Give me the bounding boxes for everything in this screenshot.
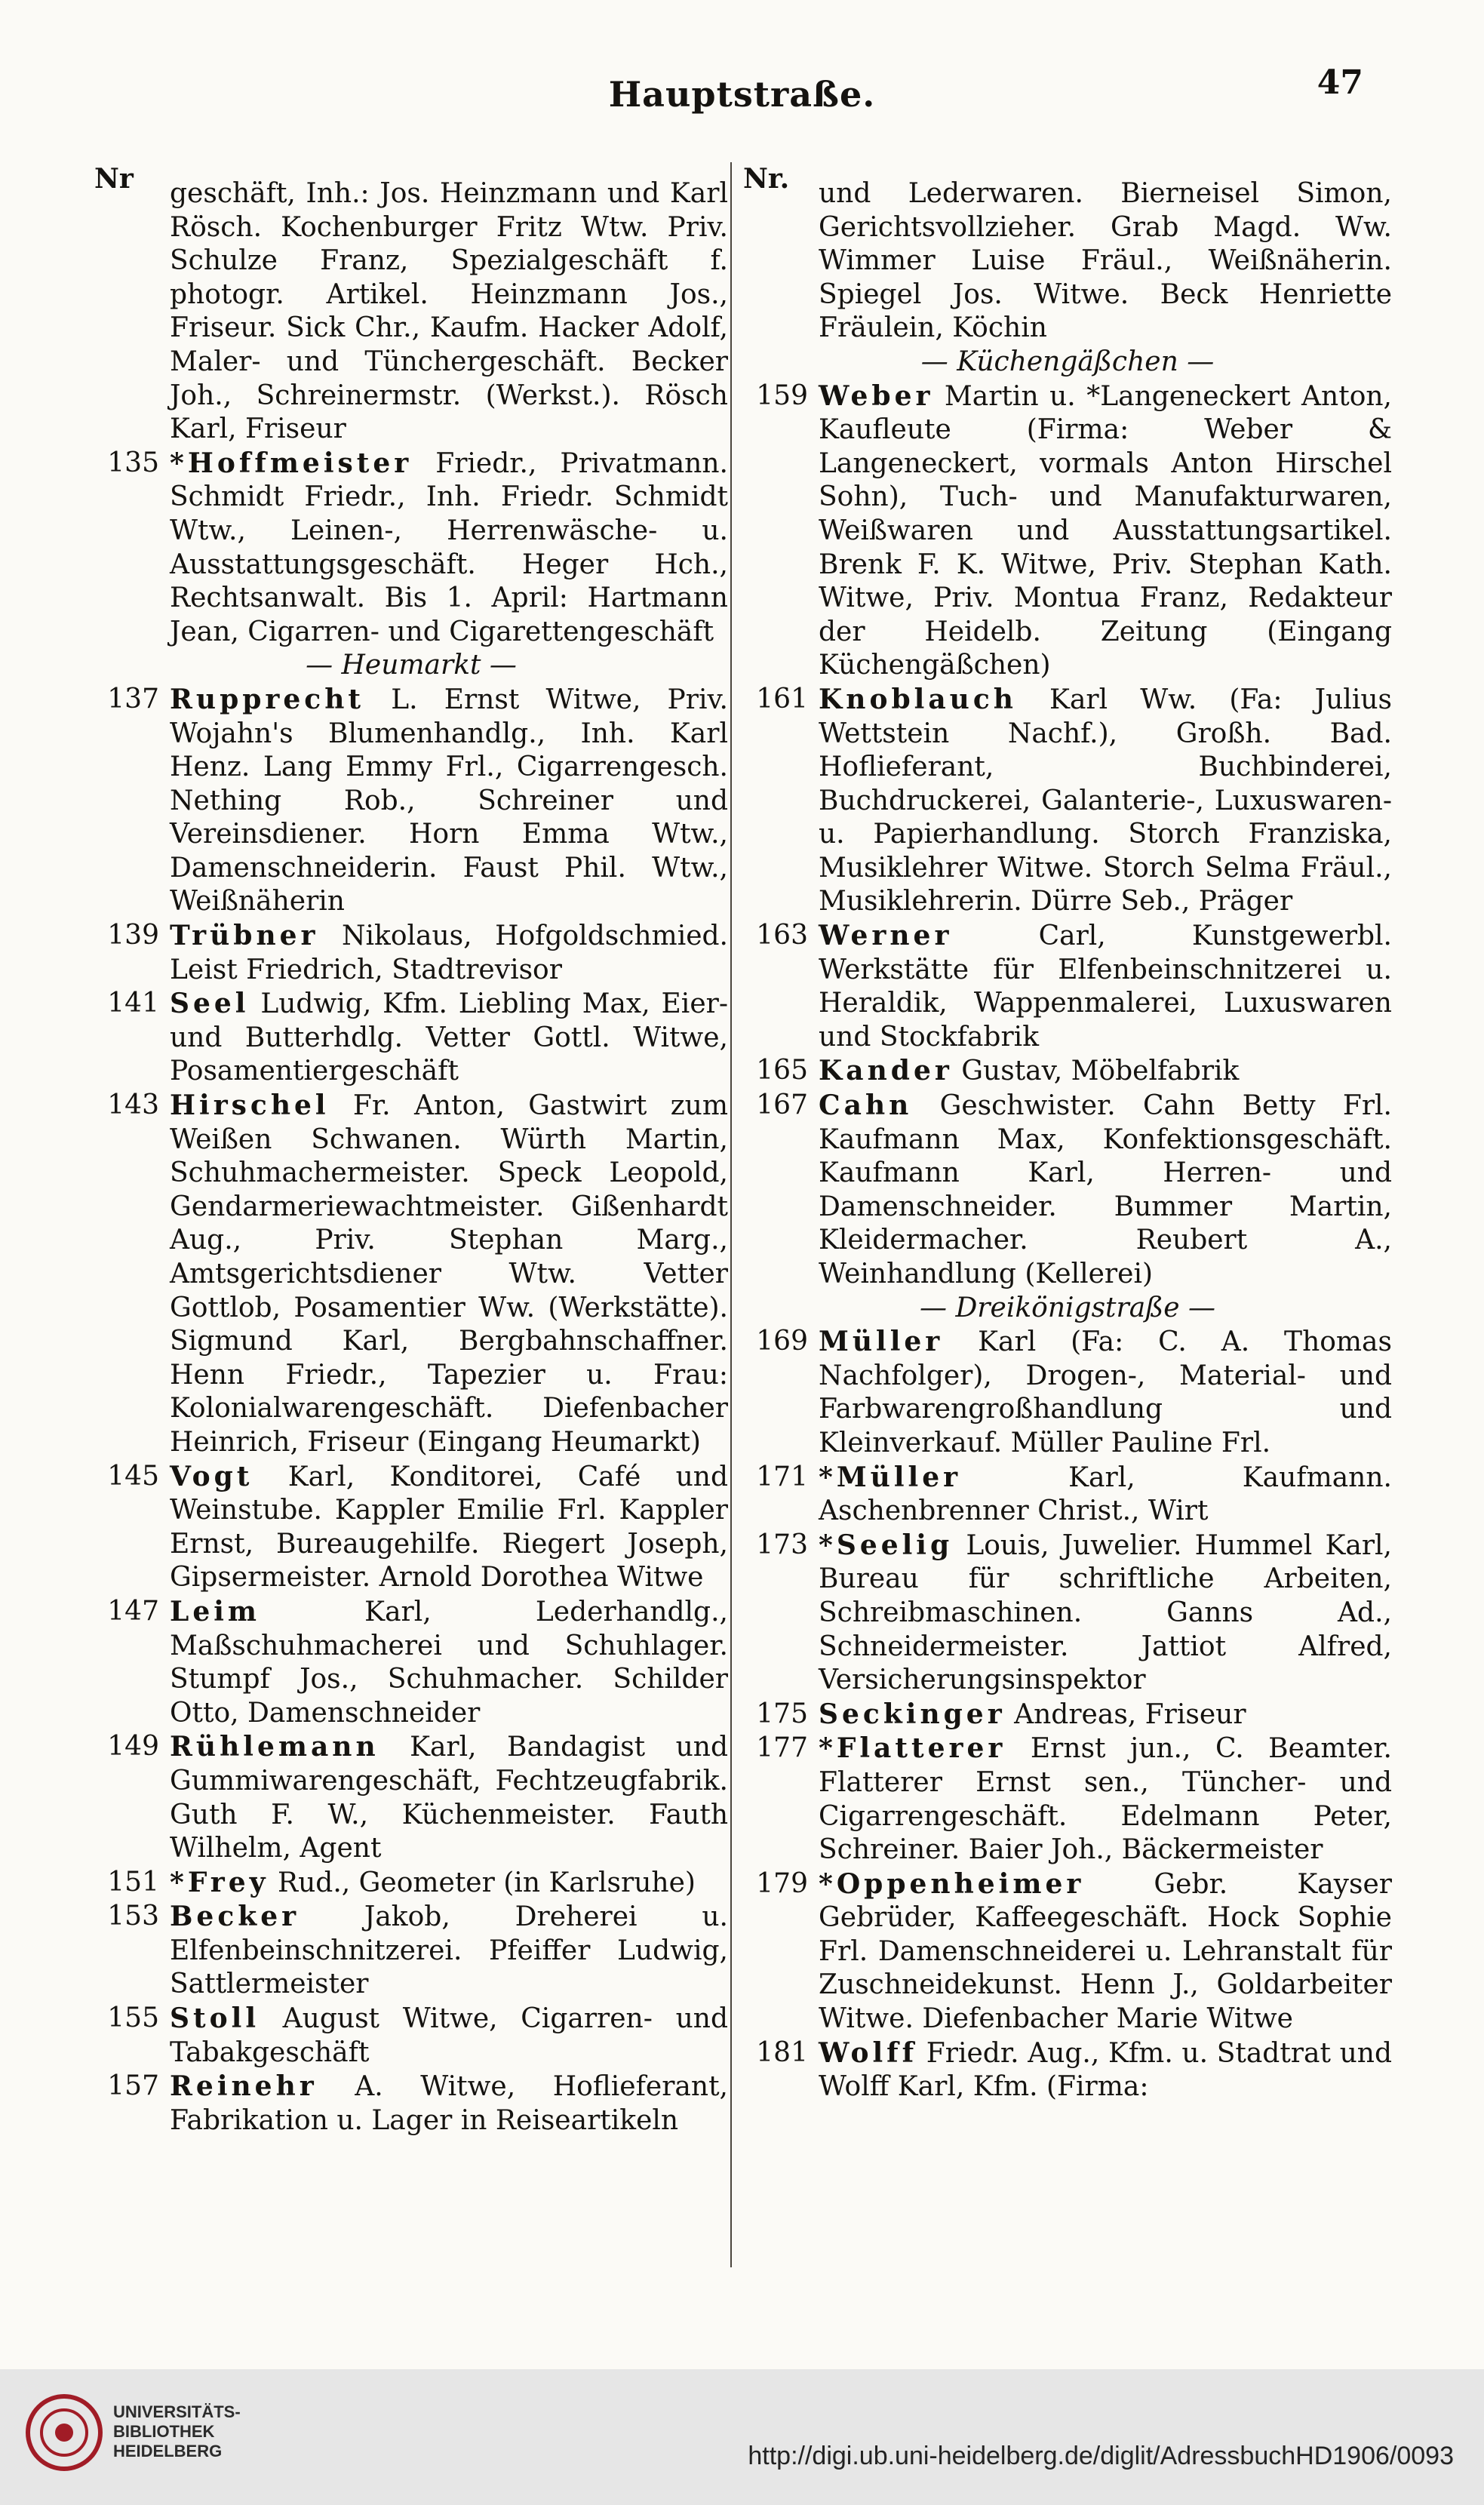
owner-name: Trübner <box>170 920 319 952</box>
entry-body: Jakob, Dreherei u. Elfenbeinschnitzerei. Pfeiffer Ludwig, Sattlermeister <box>170 1901 728 2000</box>
entry-body: Martin u. *Langeneckert Anton, Kaufleute (Firma: Weber & Langeneckert, vormals Anton Hirschel Sohn), Tuch- und Manufakturwaren, Weißwaren und Ausstattungsartikel. Brenk F. K. Witwe, Priv. Stephan Kath. Witwe, Priv. Montua Franz, Redakteur der Heidelb. Zeitung (Eingang Küchengäßchen) <box>819 380 1392 681</box>
house-number: 143 <box>107 1090 159 1121</box>
library-name-line: UNIVERSITÄTS- <box>113 2402 241 2421</box>
address-entry <box>94 1900 728 2002</box>
owner-name: *Hoffmeister <box>170 447 413 479</box>
owner-name: Seckinger <box>819 1698 1006 1730</box>
owner-name: Müller <box>819 1326 944 1358</box>
entry-body: Fr. Anton, Gastwirt zum Weißen Schwanen. Würth Martin, Schuhmachermeister. Speck Leopold, Gendarmeriewachtmeister. Gißenhardt Aug., Priv. Stephan Marg., Amtsgerichtsdiener Wtw. Vetter Gottlob, Posamentier Ww. (Werkstätte). Sigmund Karl, Bergbahnschaffner. Henn Friedr., Tapezier u. Frau: Kolonialwarengeschäft. Diefenbacher Heinrich, Friseur (Eingang Heumarkt) <box>170 1090 728 1458</box>
address-entry <box>94 1866 728 1901</box>
house-number: 179 <box>756 1867 808 1899</box>
house-number: 181 <box>756 2036 808 2068</box>
owner-name: Cahn <box>819 1090 913 1122</box>
library-logo-icon <box>23 2387 106 2478</box>
address-entry <box>743 2036 1392 2104</box>
owner-name: Reinehr <box>170 2070 318 2103</box>
owner-name: *Müller <box>819 1461 962 1493</box>
address-entry <box>743 683 1392 919</box>
entry-body: Karl, Kaufmann. Aschenbrenner Christ., Wirt <box>819 1462 1392 1527</box>
house-number: 147 <box>107 1595 159 1627</box>
entry-body: Geschwister. Cahn Betty Frl. Kaufmann Max, Konfektionsgeschäft. Kaufmann Karl, Herren- und Damenschneider. Bummer Martin, Kleidermacher. Reubert A., Weinhandlung (Kellerei) <box>819 1090 1392 1289</box>
digitization-footer <box>0 2369 1484 2505</box>
entry-text <box>819 1054 1392 1089</box>
entry-text <box>819 1732 1392 1867</box>
entry-text <box>819 380 1392 683</box>
nr-column-label: Nr. <box>743 163 790 195</box>
house-number: 151 <box>107 1866 159 1898</box>
address-entry <box>743 177 1392 346</box>
owner-name: Becker <box>170 1901 300 1933</box>
entry-body: Nikolaus, Hofgoldschmied. Leist Friedrich, Stadtrevisor <box>170 921 728 985</box>
entry-body: Karl, Lederhandlg., Maßschuhmacherei und Schuhlager. Stumpf Jos., Schuhmacher. Schilder Otto, Damenschneider <box>170 1596 728 1729</box>
house-number: 177 <box>756 1732 808 1764</box>
owner-name: *Frey <box>170 1866 269 1898</box>
house-number: 171 <box>756 1461 808 1492</box>
entry-text <box>819 919 1392 1054</box>
owner-name: Wolff <box>819 2036 918 2069</box>
entry-text <box>819 1698 1392 1732</box>
address-entry <box>743 1867 1392 2036</box>
address-entry <box>743 1529 1392 1698</box>
house-number <box>94 177 170 447</box>
owner-name: *Oppenheimer <box>819 1867 1085 1900</box>
entry-text <box>170 1089 728 1460</box>
owner-name: *Seelig <box>819 1529 954 1561</box>
library-name <box>113 2402 241 2461</box>
address-entry <box>94 1460 728 1595</box>
address-entry <box>743 1698 1392 1732</box>
owner-name: Vogt <box>170 1460 253 1492</box>
column-divider <box>730 162 732 2267</box>
address-entry <box>94 447 728 650</box>
house-number: 175 <box>756 1698 808 1729</box>
entry-body: geschäft, Inh.: Jos. Heinzmann und Karl Rösch. Kochenburger Fritz Wtw. Priv. Schulze Franz, Spezialgeschäft f. photogr. Artikel. Heinzmann Jos., Friseur. Sick Chr., Kaufm. Hacker Adolf, Maler- und Tünchergeschäft. Becker Joh., Schreinermstr. (Werkst.). Rösch Karl, Friseur <box>170 178 728 445</box>
owner-name: Kander <box>819 1055 953 1087</box>
house-number: 163 <box>756 920 808 951</box>
entry-text <box>170 1460 728 1595</box>
entry-body: Gustav, Möbelfabrik <box>952 1056 1240 1087</box>
owner-name: Hirschel <box>170 1090 330 1122</box>
entry-body: Friedr., Privatmann. Schmidt Friedr., Inh. Friedr. Schmidt Wtw., Leinen-, Herrenwäsche- u. Ausstattungsgeschäft. Heger Hch., Rechtsanwalt. Bis 1. April: Hartmann Jean, Cigarren- und Cigarettengeschäft <box>170 447 728 647</box>
entry-text <box>170 919 728 987</box>
entry-text <box>819 1867 1392 2036</box>
address-entry <box>743 1325 1392 1460</box>
entry-body: Andreas, Friseur <box>1005 1698 1246 1730</box>
street-section-heading: — Heumarkt — <box>306 650 517 681</box>
entry-text <box>819 1461 1392 1529</box>
entry-text <box>819 1089 1392 1292</box>
library-name-line: BIBLIOTHEK <box>113 2422 215 2441</box>
entry-body: Gebr. Kayser Gebrüder, Kaffeegeschäft. Hock Sophie Frl. Damenschneiderei u. Lehranstalt für Zuschneidekunst. Henn J., Goldarbeiter Witwe. Diefenbacher Marie Witwe <box>819 1868 1392 2035</box>
entry-text <box>819 2036 1392 2104</box>
source-url-link[interactable]: http://digi.ub.uni-heidelberg.de/diglit/AdressbuchHD1906/0093 <box>748 2442 1454 2470</box>
address-entry <box>743 919 1392 1054</box>
owner-name: Rühlemann <box>170 1731 379 1763</box>
address-entry <box>94 919 728 987</box>
entry-body: Rud., Geometer (in Karlsruhe) <box>269 1867 696 1898</box>
left-entry-list <box>94 177 728 2138</box>
entry-body: Friedr. Aug., Kfm. u. Stadtrat und Wolff Karl, Kfm. (Firma: <box>819 2037 1392 2103</box>
address-entry <box>743 1732 1392 1867</box>
address-entry <box>94 987 728 1089</box>
address-entry <box>743 1054 1392 1089</box>
owner-name: *Flatterer <box>819 1732 1006 1765</box>
address-entry <box>94 1595 728 1730</box>
house-number: 159 <box>756 380 808 411</box>
page-number: 47 <box>1317 63 1363 102</box>
entry-body: L. Ernst Witwe, Priv. Wojahn's Blumenhandlg., Inh. Karl Henz. Lang Emmy Frl., Cigarrengesch. Nething Rob., Schreiner und Vereinsdiener. Horn Emma Wtw., Damenschneiderin. Faust Phil. Wtw., Weißnäherin <box>170 684 728 917</box>
address-entry <box>94 1730 728 1865</box>
entry-body: Karl, Bandagist und Gummiwarengeschäft, Fechtzeugfabrik. Guth F. W., Küchenmeister. Fauth Wilhelm, Agent <box>170 1732 728 1864</box>
house-number: 157 <box>107 2070 159 2102</box>
address-entry <box>94 2070 728 2138</box>
address-entry <box>743 380 1392 683</box>
house-number: 161 <box>756 683 808 715</box>
house-number: 167 <box>756 1090 808 1121</box>
house-number: 137 <box>107 683 159 715</box>
entry-text <box>819 1529 1392 1698</box>
owner-name: Rupprecht <box>170 683 365 715</box>
house-number: 153 <box>107 1901 159 1932</box>
street-title: Hauptstraße. <box>608 74 876 115</box>
owner-name: Stoll <box>170 2002 260 2035</box>
entry-text <box>170 987 728 1089</box>
house-number: 145 <box>107 1460 159 1492</box>
entry-text <box>819 177 1392 346</box>
owner-name: Seel <box>170 988 250 1020</box>
owner-name: Weber <box>819 380 934 412</box>
right-entry-list <box>743 177 1392 2104</box>
entry-body: und Lederwaren. Bierneisel Simon, Gerichtsvollzieher. Grab Magd. Ww. Wimmer Luise Fräul., Weißnäherin. Spiegel Jos. Witwe. Beck Henriette Fräulein, Köchin <box>819 178 1392 344</box>
address-entry <box>94 2002 728 2070</box>
left-column <box>94 162 728 2267</box>
address-entry <box>743 1089 1392 1292</box>
house-number: 173 <box>756 1529 808 1560</box>
street-section-heading: — Küchengäßchen — <box>920 346 1215 377</box>
right-column <box>743 162 1392 2267</box>
entry-text <box>170 1595 728 1730</box>
entry-text <box>170 683 728 919</box>
house-number: 155 <box>107 2002 159 2034</box>
entry-text <box>819 683 1392 919</box>
address-entry <box>94 683 728 919</box>
address-entry <box>94 177 728 447</box>
entry-text <box>170 1866 728 1901</box>
address-entry <box>94 1089 728 1460</box>
entry-body: August Witwe, Cigarren- und Tabakgeschäft <box>170 2003 728 2068</box>
entry-text <box>170 2070 728 2138</box>
entry-body: Ernst jun., C. Beamter. Flatterer Ernst sen., Tüncher- und Cigarrengeschäft. Edelmann Peter, Schreiner. Baier Joh., Bäckermeister <box>819 1733 1392 1866</box>
entry-body: Louis, Juwelier. Hummel Karl, Bureau für schriftliche Arbeiten, Schreibmaschinen. Ganns Ad., Schneidermeister. Jattiot Alfred, Versicherungsinspektor <box>819 1529 1392 1696</box>
entry-text <box>170 447 728 650</box>
entry-body: A. Witwe, Hoflieferant, Fabrikation u. Lager in Reiseartikeln <box>170 2071 728 2136</box>
entry-text <box>170 1730 728 1865</box>
entry-text <box>170 2002 728 2070</box>
owner-name: Werner <box>819 920 953 952</box>
house-number: 169 <box>756 1326 808 1357</box>
entry-text <box>819 1325 1392 1460</box>
house-number: 135 <box>107 447 159 478</box>
entry-body: Karl (Fa: C. A. Thomas Nachfolger), Drogen-, Material- und Farbwarengroßhandlung und Kleinverkauf. Müller Pauline Frl. <box>819 1326 1392 1458</box>
house-number: 149 <box>107 1731 159 1763</box>
page-header <box>0 60 1484 121</box>
entry-body: Carl, Kunstgewerbl. Werkstätte für Elfenbeinschnitzerei u. Heraldik, Wappenmalerei, Luxuswaren und Stockfabrik <box>819 921 1392 1053</box>
nr-column-label: Nr <box>94 163 134 195</box>
house-number <box>743 177 819 346</box>
house-number: 139 <box>107 920 159 951</box>
library-name-line: HEIDELBERG <box>113 2442 223 2460</box>
address-entry <box>743 1461 1392 1529</box>
entry-body: Karl Ww. (Fa: Julius Wettstein Nachf.), Großh. Bad. Hoflieferant, Buchbinderei, Buchdruckerei, Galanterie-, Luxuswaren- u. Papierhandlung. Storch Franziska, Musiklehrer Witwe. Storch Selma Fräul., Musiklehrerin. Dürre Seb., Präger <box>819 684 1392 917</box>
house-number: 165 <box>756 1055 808 1087</box>
entry-body: Karl, Konditorei, Café und Weinstube. Kappler Emilie Frl. Kappler Ernst, Bureaugehilfe. Riegert Joseph, Gipsermeister. Arnold Dorothea Witwe <box>170 1461 728 1594</box>
street-section-heading: — Dreikönigstraße — <box>920 1292 1215 1323</box>
owner-name: Knoblauch <box>819 683 1017 715</box>
house-number: 141 <box>107 988 159 1019</box>
owner-name: Leim <box>170 1595 260 1627</box>
entry-body: Ludwig, Kfm. Liebling Max, Eier- und Butterhdlg. Vetter Gottl. Witwe, Posamentiergeschäft <box>170 988 728 1087</box>
entry-text <box>170 177 728 447</box>
entry-text <box>170 1900 728 2002</box>
